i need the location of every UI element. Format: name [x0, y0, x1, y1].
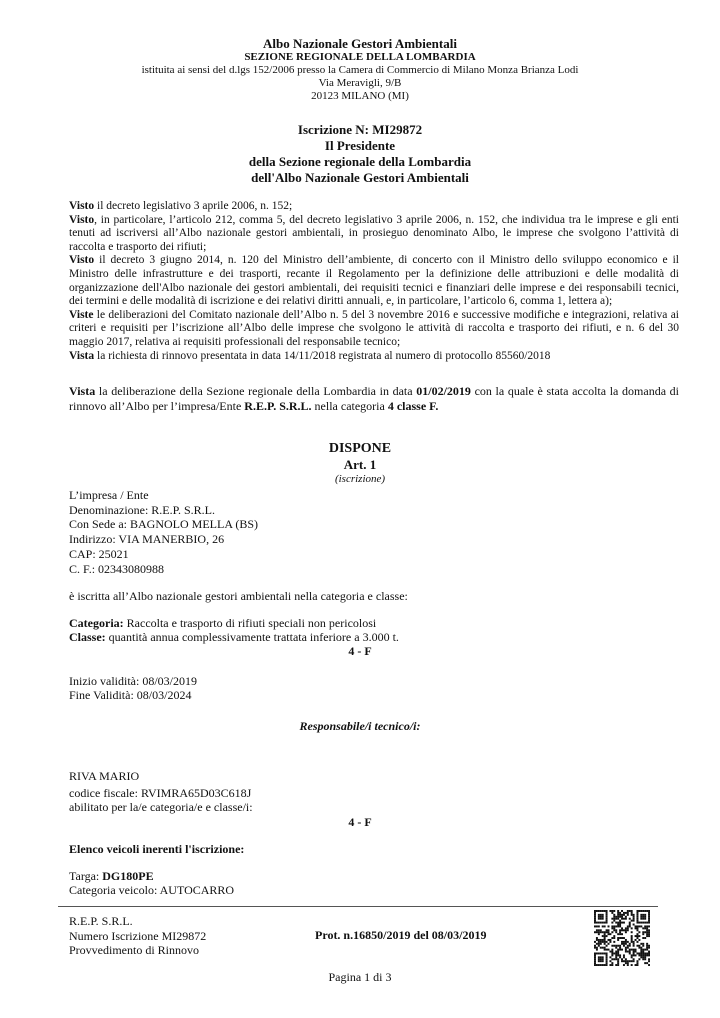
category-code: 4 - F — [348, 644, 372, 658]
address-street: Via Meravigli, 9/B — [318, 77, 402, 89]
document-header — [0, 36, 720, 103]
instituted-line: istituita ai sensi del d.lgs 152/2006 presso la Camera di Commercio di Milano Monza Brianza Lodi — [141, 64, 579, 76]
dispone-title: DISPONE — [328, 441, 392, 456]
preamble-item: Visto, in particolare, l’articolo 212, comma 5, del decreto legislativo 3 aprile 2006, n. 152, che individua tra le imprese e gli enti tenuti ad iscriversi all’Albo nazionale gestori ambientali, in prosieguo denominato Albo, le imprese che svolgono l’attività di raccolta e trasporto dei rifiuti; — [69, 213, 679, 253]
address-city: 20123 MILANO (MI) — [311, 90, 409, 102]
vehicle-targa: Targa: DG180PE — [69, 869, 154, 883]
footer-left — [69, 914, 206, 958]
preamble-item: Viste le deliberazioni del Comitato nazionale dell’Albo n. 5 del 3 novembre 2016 e successive modifiche e integrazioni, relativa ai criteri e requisiti per l’iscrizione all’Albo delle imprese che svolgono le attività di raccolta e trasporto dei rifiuti, e n. 6 del 30 maggio 2017, relativa ai requisiti professionali del responsabile tecnico; — [69, 308, 679, 348]
section-name: SEZIONE REGIONALE DELLA LOMBARDIA — [244, 51, 476, 63]
responsabile-code: 4 - F — [348, 815, 372, 829]
classe-line: Classe: quantità annua complessivamente trattata inferiore a 3.000 t. — [69, 630, 399, 644]
veicoli-title: Elenco veicoli inerenti l'iscrizione: — [69, 842, 245, 856]
company-cf: C. F.: 02343080988 — [69, 561, 165, 576]
org-name: Albo Nazionale Gestori Ambientali — [263, 36, 457, 51]
vehicle-categoria: Categoria veicolo: AUTOCARRO — [69, 883, 235, 897]
article-title: Art. 1 — [343, 457, 377, 472]
responsabile-name: RIVA MARIO — [69, 769, 140, 783]
company-denominazione: Denominazione: R.E.P. S.R.L. — [69, 502, 215, 517]
footer-numero: Numero Iscrizione MI29872 — [69, 928, 207, 943]
preamble-item: Visto il decreto 3 giugno 2014, n. 120 del Ministro dell’ambiente, di concerto con il Ministro dello sviluppo economico e il Ministro delle infrastrutture e dei trasporti, recante il Regolamento per la definizione delle attribuzioni e delle modalità di organizzazione dell'Albo nazionale dei gestori ambientali, dei requisiti tecnici e finanziari delle imprese e dei responsabili tecnici, dei termini e delle modalità di iscrizione e dei relativi diritti annuali, e, in particolare, l’articolo 6, comma 1, lettera a); — [69, 254, 679, 308]
categoria-line: Categoria: Raccolta e trasporto di rifiuti speciali non pericolosi — [69, 616, 377, 630]
footer-divider — [58, 906, 658, 907]
qr-code-icon — [594, 910, 650, 966]
president-title: Il Presidente — [324, 138, 396, 153]
title-block — [0, 122, 720, 186]
company-intro: L’impresa / Ente — [69, 488, 149, 502]
preamble — [69, 200, 679, 363]
final-vista: Vista la deliberazione della Sezione regionale della Lombardia in data 01/02/2019 con la quale è stata accolta la domanda di rinnovo all’Albo per l’impresa/Ente R.E.P. S.R.L. nella categoria 4 classe F. — [69, 384, 679, 413]
page-number: Pagina 1 di 3 — [328, 970, 392, 984]
responsabile-title: Responsabile/i tecnico/i: — [299, 719, 421, 733]
title-albo: dell'Albo Nazionale Gestori Ambientali — [251, 170, 469, 185]
company-details — [69, 488, 258, 576]
footer-provvedimento: Provvedimento di Rinnovo — [69, 943, 199, 957]
responsabile-cf: codice fiscale: RVIMRA65D03C618J — [69, 786, 252, 800]
iscritta-text: è iscritta all’Albo nazionale gestori ambientali nella categoria e classe: — [69, 589, 408, 603]
article-subtitle: (iscrizione) — [334, 473, 386, 485]
footer-protocol: Prot. n.16850/2019 del 08/03/2019 — [315, 928, 487, 942]
validity-start: Inizio validità: 08/03/2019 — [69, 674, 197, 688]
footer-company: R.E.P. S.R.L. — [69, 914, 133, 928]
title-section: della Sezione regionale della Lombardia — [248, 154, 472, 169]
company-cap: CAP: 25021 — [69, 546, 129, 561]
iscrizione-number: Iscrizione N: MI29872 — [297, 122, 423, 137]
responsabile-abilitato: abilitato per la/e categoria/e e classe/i: — [69, 800, 253, 814]
company-indirizzo: Indirizzo: VIA MANERBIO, 26 — [69, 532, 225, 547]
validity-end: Fine Validità: 08/03/2024 — [69, 688, 192, 702]
preamble-item: Visto il decreto legislativo 3 aprile 2006, n. 152; — [69, 200, 293, 212]
preamble-item: Vista la richiesta di rinnovo presentata in data 14/11/2018 registrata al numero di protocollo 85560/2018 — [69, 349, 551, 362]
company-sede: Con Sede a: BAGNOLO MELLA (BS) — [69, 517, 258, 532]
